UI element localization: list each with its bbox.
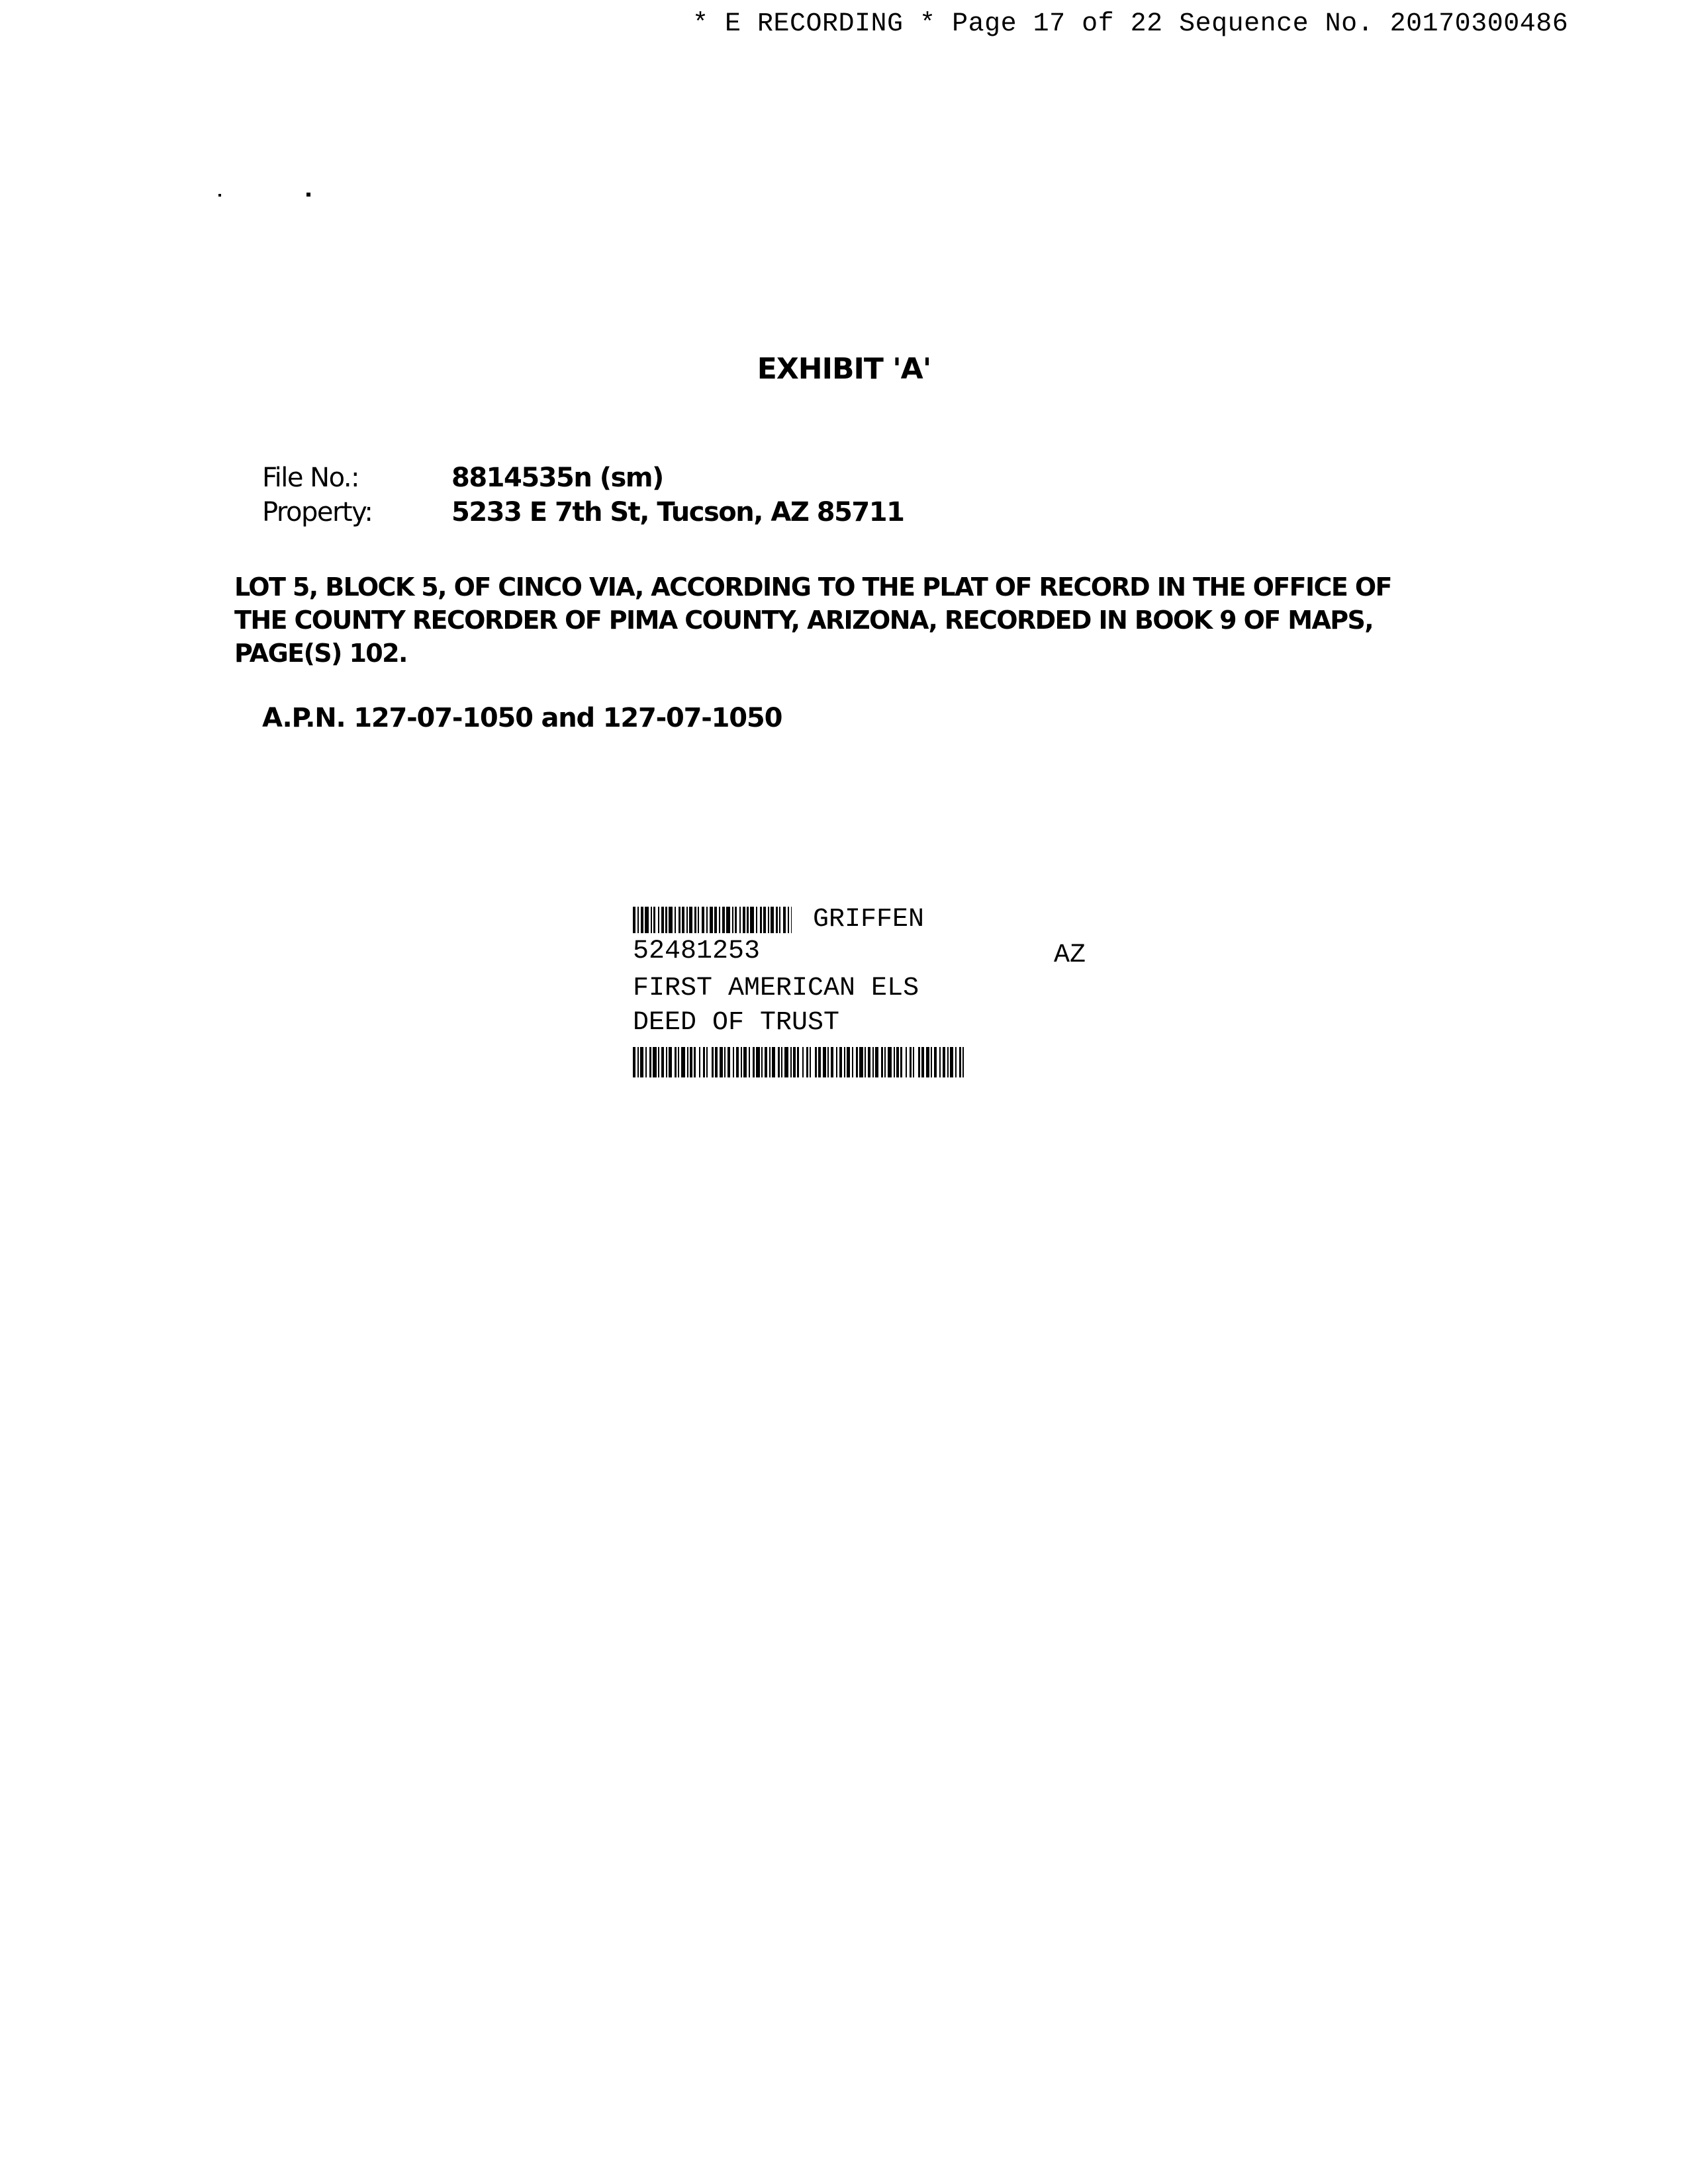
legal-description-line: LOT 5, BLOCK 5, OF CINCO VIA, ACCORDING TO THE PLAT OF RECORD IN THE OFFICE OF [234,572,1391,602]
file-number-row [262,461,904,495]
scan-speck-left [218,194,221,197]
file-info [262,461,904,529]
scan-speck-right [306,193,310,197]
legal-description-line: THE COUNTY RECORDER OF PIMA COUNTY, ARIZONA, RECORDED IN BOOK 9 OF MAPS, [234,606,1374,635]
recording-label-state: AZ [1054,940,1086,970]
barcode-top-graphic [633,907,792,933]
file-number-label: File No.: [262,463,359,493]
property-label: Property: [262,497,373,527]
recording-header: * E RECORDING * Page 17 of 22 Sequence No. 20170300486 [692,9,1569,39]
property-row [262,495,904,529]
barcode-bottom-graphic [633,1047,964,1077]
recording-label-number: 52481253 [633,936,761,966]
legal-description-line: PAGE(S) 102. [234,639,407,668]
recording-label [632,904,1108,1083]
recording-label-name: GRIFFEN [813,905,925,934]
property-value: 5233 E 7th St, Tucson, AZ 85711 [451,497,904,527]
recording-label-document-type: DEED OF TRUST [633,1008,840,1038]
recording-label-company: FIRST AMERICAN ELS [633,974,919,1003]
file-number-value: 8814535n (sm) [451,463,663,493]
legal-description [234,570,1426,670]
exhibit-title: EXHIBIT 'A' [757,352,931,386]
apn-line: A.P.N. 127-07-1050 and 127-07-1050 [262,703,782,733]
